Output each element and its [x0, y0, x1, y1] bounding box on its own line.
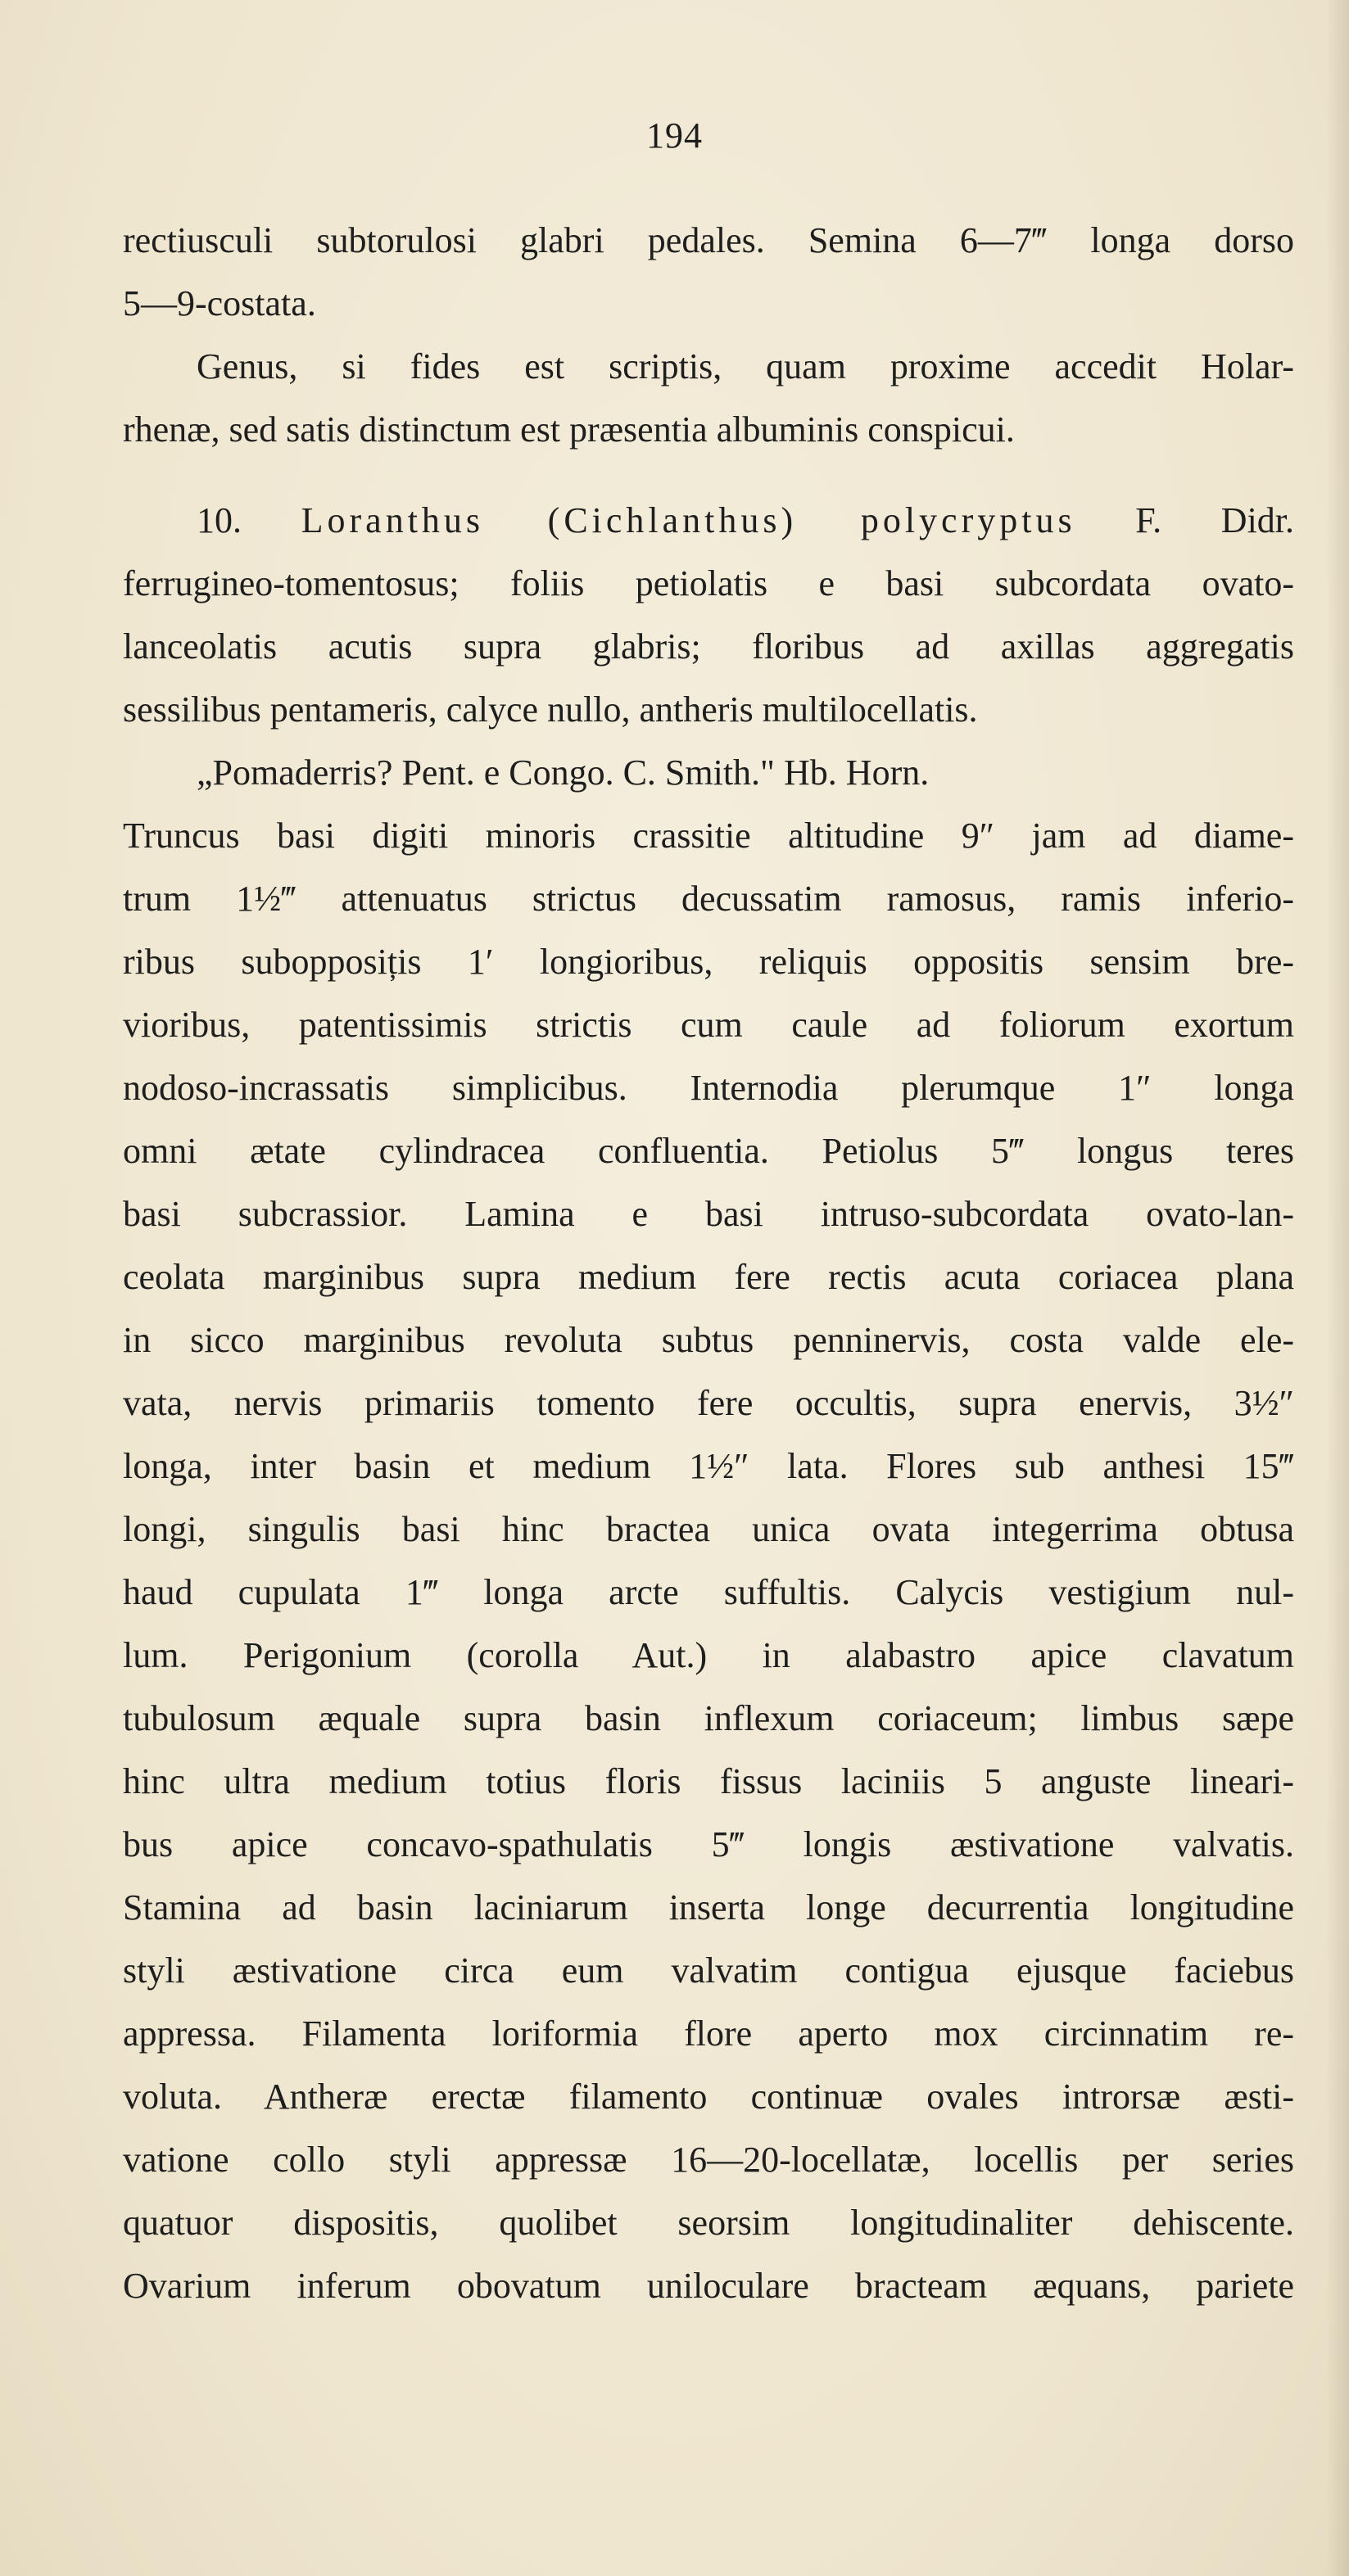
- text-line: rectiusculi subtorulosi glabri pedales. Semina 6—7‴ longa dorso: [123, 220, 1294, 260]
- body-text: [123, 209, 1294, 2317]
- species-heading: [123, 489, 1294, 552]
- text-line: rhenæ, sed satis distinctum est præsentia albuminis conspicui.: [123, 409, 1015, 450]
- text-line: Truncus basi digiti minoris crassitie altitudine 9″ jam ad diame-: [123, 816, 1294, 856]
- text-line: vioribus, patentissimis strictis cum caule ad foliorum exortum: [123, 1005, 1294, 1045]
- text-line: vatione collo styli appressæ 16—20-locellatæ, locellis per series: [123, 2140, 1294, 2180]
- species-number: 10.: [197, 500, 242, 540]
- text-line: voluta. Antheræ erectæ filamento continuæ ovales introrsæ æsti-: [123, 2077, 1294, 2117]
- text-line: quatuor dispositis, quolibet seorsim longitudinaliter dehiscente.: [123, 2203, 1294, 2243]
- text-line: vata, nervis primariis tomento fere occultis, supra enervis, 3½″: [123, 1383, 1294, 1423]
- paragraph-1: [123, 209, 1294, 335]
- description: [123, 741, 1294, 2317]
- text-line: lum. Perigonium (corolla Aut.) in alabastro apice clavatum: [123, 1635, 1294, 1675]
- species-heading-line: [123, 489, 1294, 552]
- page-number: 194: [646, 115, 703, 156]
- text-line: ribus subopposițis 1′ longioribus, reliquis oppositis sensim bre-: [123, 942, 1294, 982]
- species-author: F. Didr.: [1135, 500, 1295, 540]
- text-line: sessilibus pentameris, calyce nullo, antheris multilocellatis.: [123, 689, 978, 730]
- text-line: in sicco marginibus revoluta subtus penninervis, costa valde ele-: [123, 1320, 1294, 1360]
- paragraph-2: [123, 335, 1294, 461]
- specimen-citation: „Pomaderris? Pent. e Congo. C. Smith." Hb. Horn.: [197, 752, 930, 793]
- text-line: bus apice concavo-spathulatis 5‴ longis æstivatione valvatis.: [123, 1824, 1294, 1864]
- text-line: ferrugineo-tomentosus; foliis petiolatis e basi subcordata ovato-: [123, 563, 1294, 603]
- species-name: Loranthus (Cichlanthus) polycryptus: [301, 500, 1076, 540]
- text-line: Stamina ad basin laciniarum inserta longe decurrentia longitudine: [123, 1887, 1294, 1927]
- text-line: basi subcrassior. Lamina e basi intruso-subcordata ovato-lan-: [123, 1194, 1294, 1234]
- text-line: appressa. Filamenta loriformia flore aperto mox circinnatim re-: [123, 2013, 1294, 2054]
- gutter-shadow: [1326, 0, 1349, 2576]
- text-line: styli æstivatione circa eum valvatim contigua ejusque faciebus: [123, 1950, 1294, 1991]
- text-line: tubulosum æquale supra basin inflexum coriaceum; limbus sæpe: [123, 1698, 1294, 1738]
- text-line: 5—9-costata.: [123, 283, 316, 323]
- text-line: hinc ultra medium totius floris fissus laciniis 5 anguste lineari-: [123, 1761, 1294, 1801]
- diagnosis: [123, 552, 1294, 741]
- text-line: omni ætate cylindracea confluentia. Petiolus 5‴ longus teres: [123, 1131, 1294, 1171]
- text-line: ceolata marginibus supra medium fere rectis acuta coriacea plana: [123, 1257, 1294, 1297]
- text-line: trum 1½‴ attenuatus strictus decussatim ramosus, ramis inferio-: [123, 879, 1294, 919]
- text-line: nodoso-incrassatis simplicibus. Internodia plerumque 1″ longa: [123, 1068, 1294, 1108]
- text-line: haud cupulata 1‴ longa arcte suffultis. Calycis vestigium nul-: [123, 1572, 1294, 1612]
- spacer: [123, 461, 1294, 489]
- text-line: Ovarium inferum obovatum uniloculare bracteam æquans, pariete: [123, 2266, 1294, 2306]
- text-line: longa, inter basin et medium 1½″ lata. Flores sub anthesi 15‴: [123, 1446, 1294, 1486]
- text-line: lanceolatis acutis supra glabris; floribus ad axillas aggregatis: [123, 626, 1294, 667]
- text-line: longi, singulis basi hinc bractea unica ovata integerrima obtusa: [123, 1509, 1294, 1549]
- text-line: Genus, si fides est scriptis, quam proxime accedit Holar-: [197, 346, 1294, 386]
